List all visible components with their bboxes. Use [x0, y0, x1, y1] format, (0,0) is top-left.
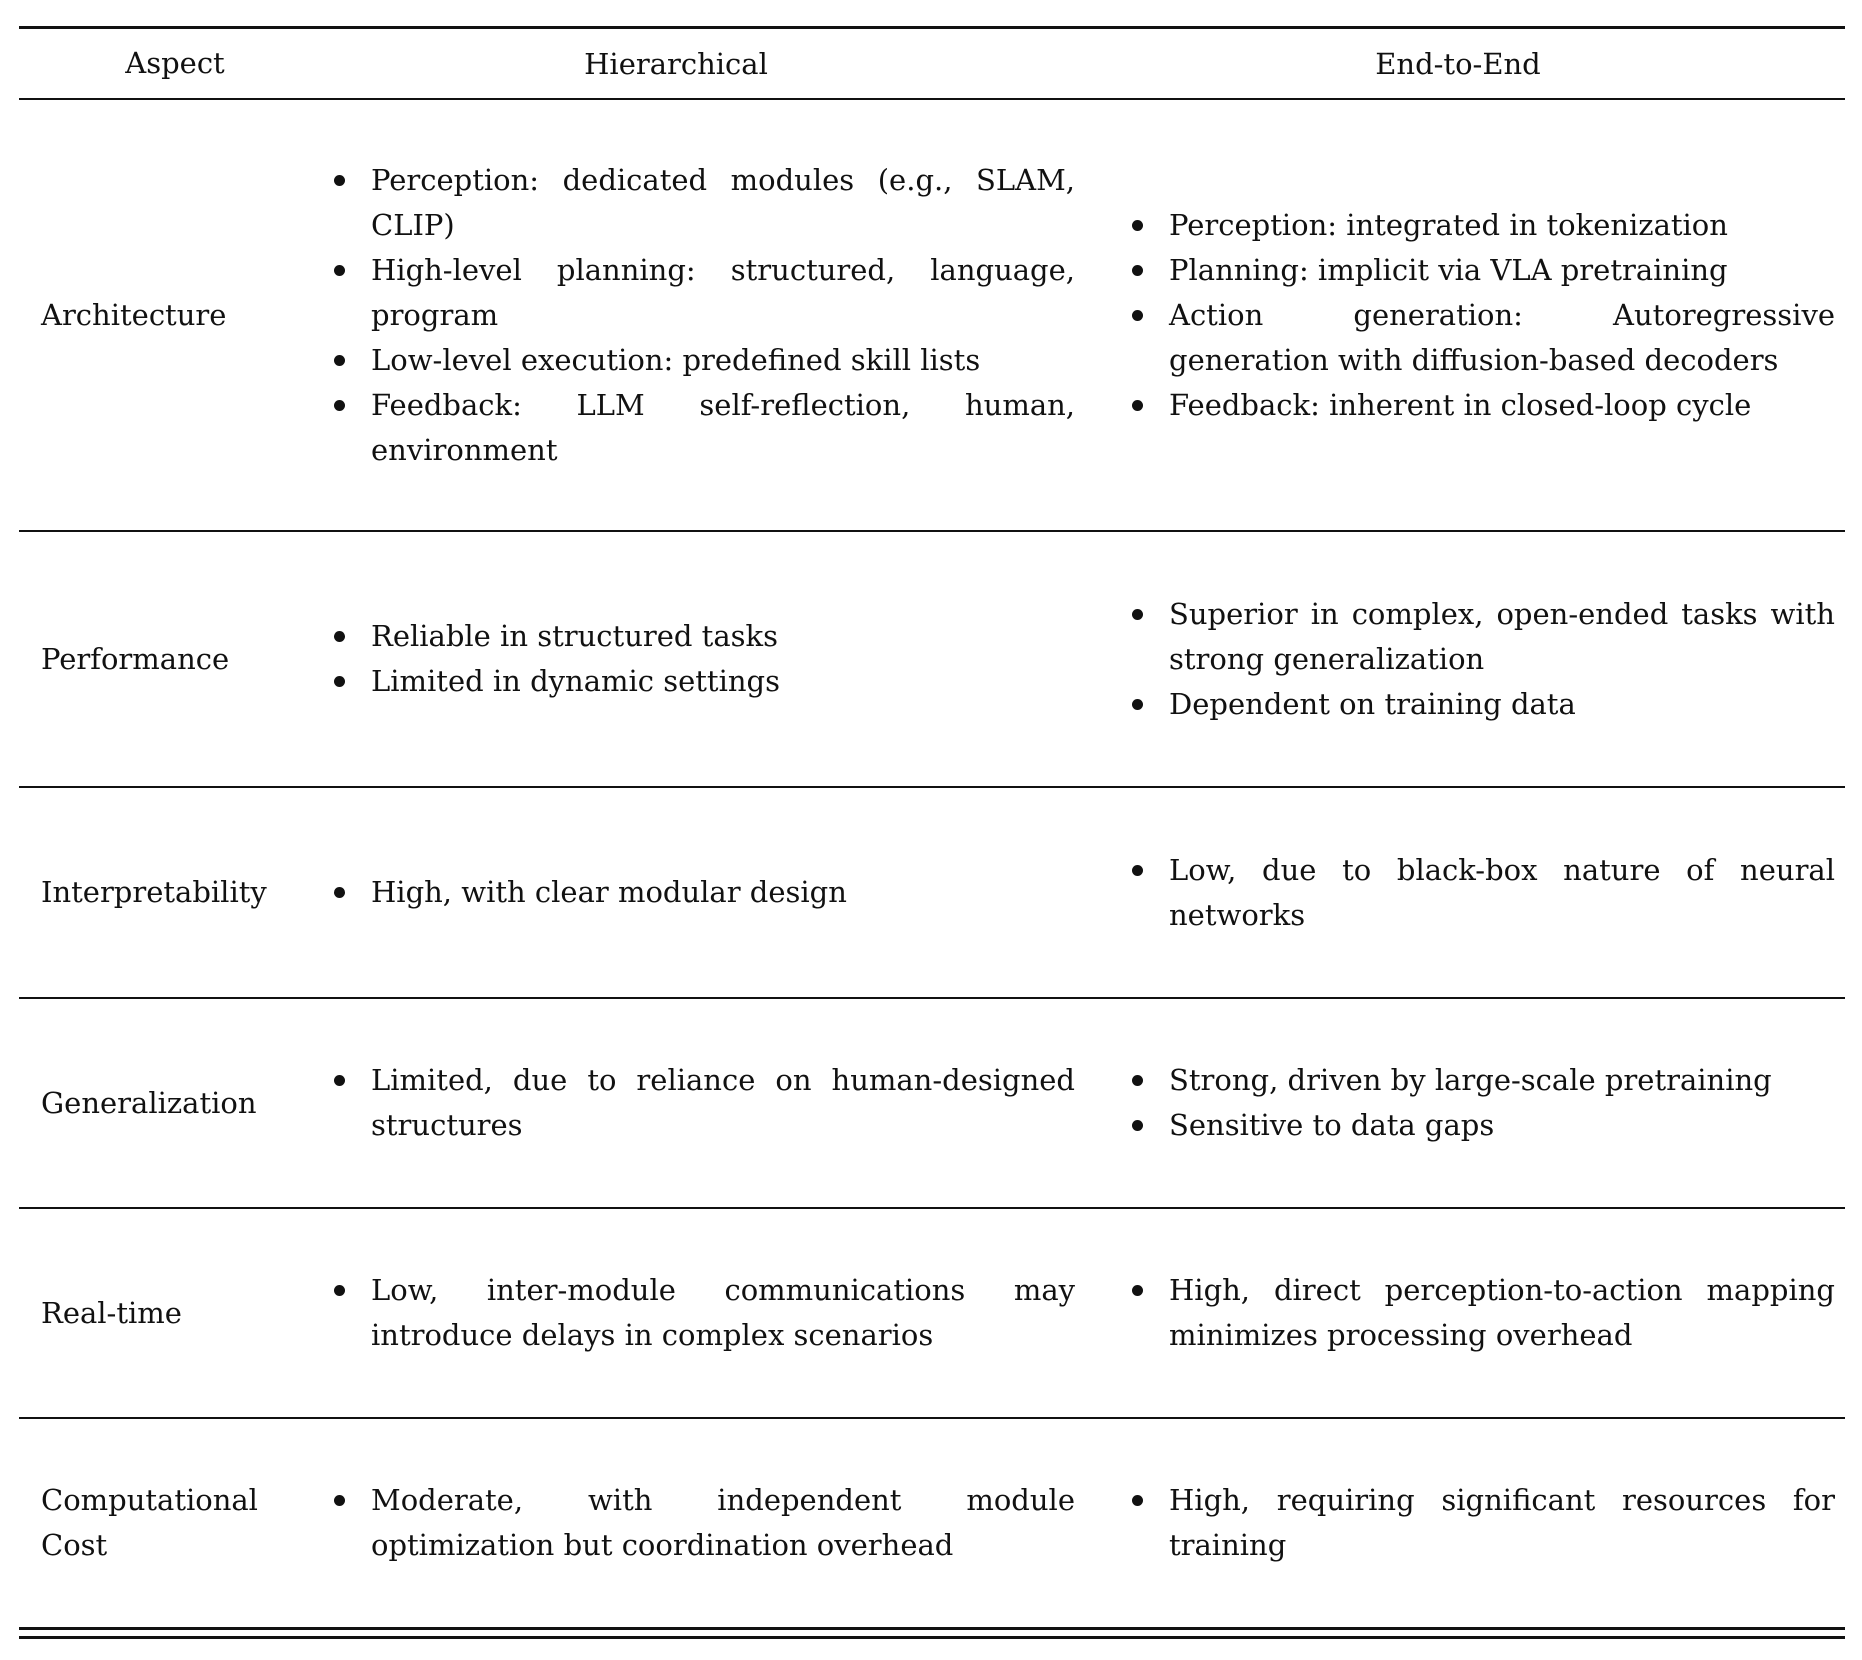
list-item: Strong, driven by large-scale pretraining — [1129, 1058, 1835, 1103]
row-hierarchical-cell — [331, 1478, 1087, 1568]
row-hierarchical-cell — [331, 158, 1087, 473]
list-item: Planning: implicit via VLA pretraining — [1129, 248, 1835, 293]
row-end-to-end-cell — [1087, 848, 1845, 938]
list-item: Limited in dynamic settings — [331, 659, 1075, 704]
table-row — [19, 1419, 1845, 1627]
table-header-row — [19, 29, 1845, 98]
header-hierarchical: Hierarchical — [584, 46, 768, 81]
hierarchical-bullet-list — [0, 870, 1075, 915]
row-hierarchical-cell — [331, 1268, 1087, 1358]
list-item: Perception: integrated in tokenization — [1129, 203, 1835, 248]
hierarchical-bullet-list — [0, 614, 1075, 704]
table-row — [19, 100, 1845, 530]
table-bottom-rule-double — [19, 1636, 1845, 1639]
list-item: High, requiring significant resources for training — [1129, 1478, 1835, 1568]
row-aspect: Interpretability — [41, 875, 267, 909]
table-row — [19, 788, 1845, 997]
row-end-to-end-cell — [1087, 203, 1845, 428]
row-end-to-end-cell — [1087, 1058, 1845, 1148]
row-aspect: Performance — [41, 641, 230, 676]
table-row — [19, 999, 1845, 1207]
end-to-end-bullet-list — [1129, 1058, 1835, 1148]
hierarchical-bullet-list — [0, 1268, 1075, 1358]
row-hierarchical-cell — [331, 870, 1087, 915]
table-row — [19, 532, 1845, 786]
hierarchical-bullet-list — [0, 1478, 1075, 1568]
row-aspect: Real-time — [41, 1295, 182, 1330]
list-item: Superior in complex, open-ended tasks with strong generalization — [1129, 592, 1835, 682]
row-end-to-end-cell — [1087, 1268, 1845, 1358]
list-item: Low-level execution: predefined skill lists — [331, 338, 1075, 383]
header-end-to-end: End-to-End — [1375, 46, 1541, 81]
row-hierarchical-cell — [331, 1058, 1087, 1148]
end-to-end-bullet-list — [1129, 203, 1835, 428]
list-item: Reliable in structured tasks — [331, 614, 1075, 659]
list-item: High, direct perception-to-action mapping minimizes processing overhead — [1129, 1268, 1835, 1358]
list-item: Low, inter-module communications may introduce delays in complex scenarios — [331, 1268, 1075, 1358]
list-item: Low, due to black-box nature of neural networks — [1129, 848, 1835, 938]
comparison-table — [19, 26, 1845, 1639]
end-to-end-bullet-list — [1129, 848, 1835, 938]
row-aspect: Generalization — [41, 1085, 257, 1120]
row-hierarchical-cell — [331, 614, 1087, 704]
list-item: Dependent on training data — [1129, 682, 1835, 727]
header-aspect: Aspect — [125, 46, 225, 80]
row-aspect: Architecture — [41, 297, 227, 332]
hierarchical-bullet-list — [0, 158, 1075, 473]
list-item: Perception: dedicated modules (e.g., SLAM, CLIP) — [331, 158, 1075, 248]
row-end-to-end-cell — [1087, 592, 1845, 727]
list-item: Limited, due to reliance on human-designed structures — [331, 1058, 1075, 1148]
list-item: Moderate, with independent module optimization but coordination overhead — [331, 1478, 1075, 1568]
end-to-end-bullet-list — [1129, 1268, 1835, 1358]
hierarchical-bullet-list — [0, 1058, 1075, 1148]
row-end-to-end-cell — [1087, 1478, 1845, 1568]
list-item: High, with clear modular design — [331, 870, 1075, 915]
list-item: Feedback: inherent in closed-loop cycle — [1129, 383, 1835, 428]
list-item: Sensitive to data gaps — [1129, 1103, 1835, 1148]
row-aspect: Computational Cost — [41, 1483, 258, 1562]
list-item: High-level planning: structured, language, program — [331, 248, 1075, 338]
end-to-end-bullet-list — [1129, 1478, 1835, 1568]
end-to-end-bullet-list — [1129, 592, 1835, 727]
table-row — [19, 1209, 1845, 1417]
list-item: Feedback: LLM self-reflection, human, environment — [331, 383, 1075, 473]
list-item: Action generation: Autoregressive generation with diffusion-based decoders — [1129, 293, 1835, 383]
